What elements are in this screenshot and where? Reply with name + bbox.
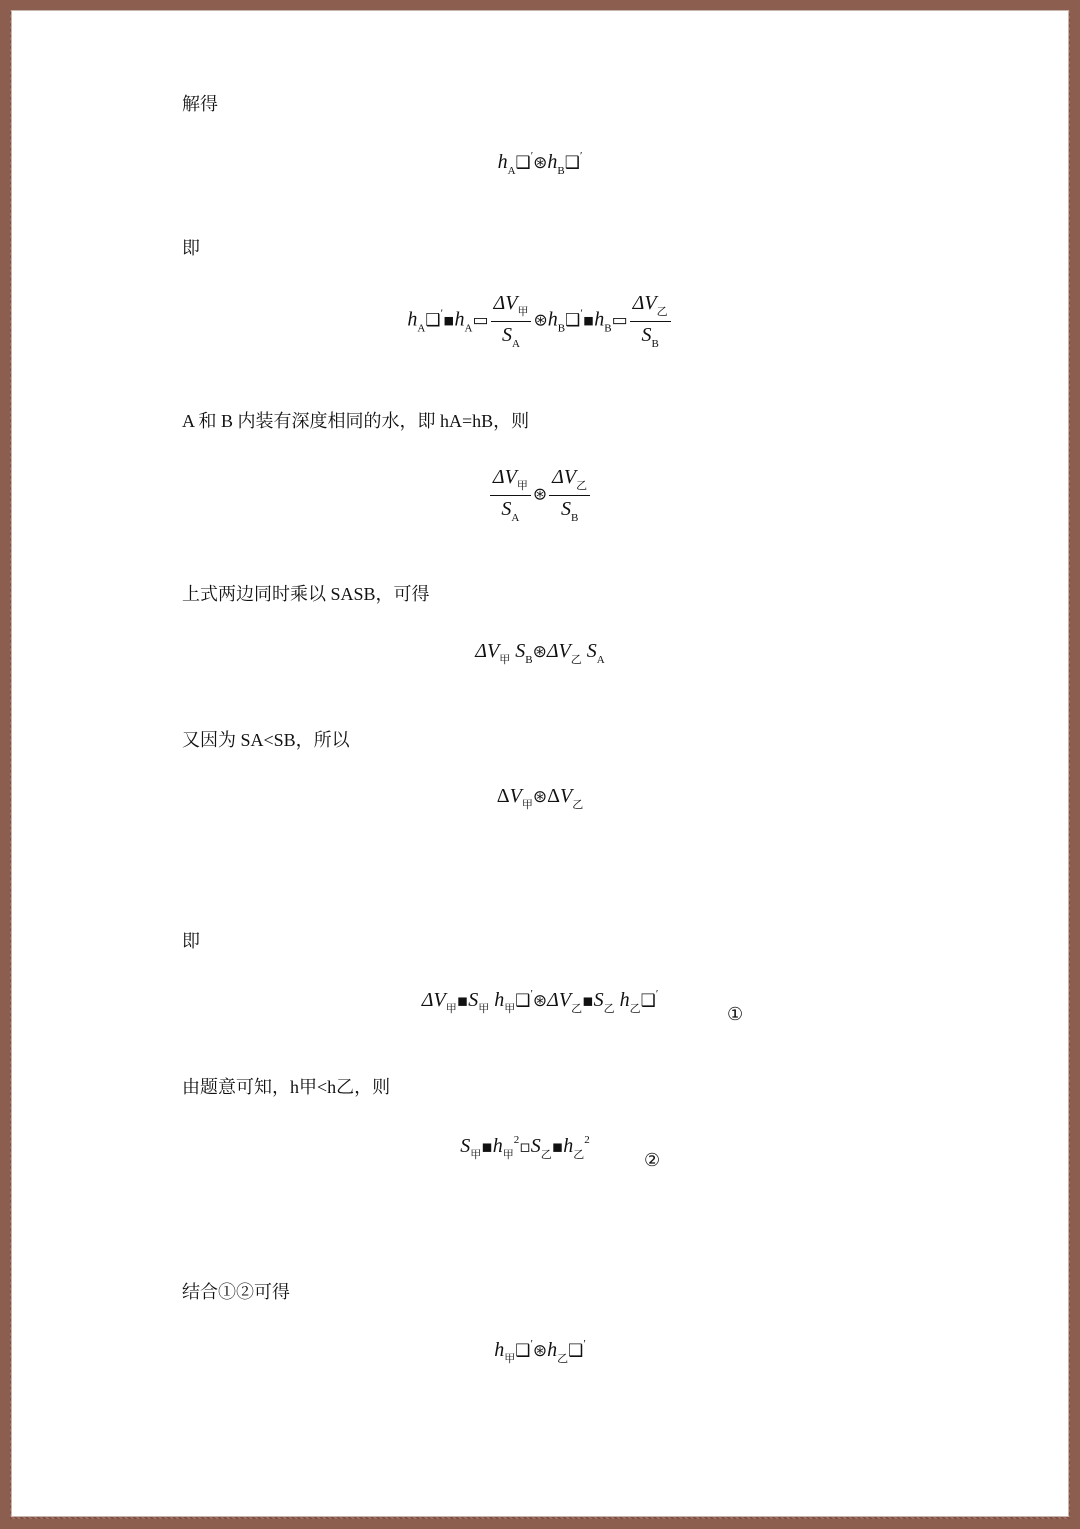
text-ji-1: 即 (182, 238, 200, 258)
equation-3: $\frac{\Delta V_甲}{S_A}$ ⊛ $\frac{\Delta V_乙}{S_B}$ (0, 466, 1080, 524)
equation-6: $\Delta V_甲▪S_甲$ $h_甲❑'⊛\Delta V_乙▪S_乙$ $h_乙❑'$ (421, 988, 659, 1015)
marker-2: ② (644, 1150, 661, 1170)
equation-8: $h_甲❑'⊛h_乙❑'$ (494, 1338, 586, 1365)
text-ji-2: 即 (182, 931, 200, 951)
text-multiply: 上式两边同时乘以 SASB，可得 (182, 584, 430, 604)
text-given: 由题意可知，h甲<h乙，则 (182, 1077, 391, 1097)
equation-4: $\Delta V_甲$ $S_B⊛\Delta V_乙$ $S_A$ (475, 640, 605, 666)
text-solve: 解得 (182, 94, 218, 114)
marker-1: ① (727, 1004, 744, 1024)
text-because: 又因为 SA<SB，所以 (182, 730, 350, 750)
text-equal-depth: A 和 B 内装有深度相同的水，即 hA=hB，则 (182, 411, 530, 431)
equation-7: $S_甲▪h_甲^2▫S_乙▪h_乙^2$ (460, 1134, 590, 1161)
equation-5: $\Delta V_甲⊛\Delta V_乙$ (496, 785, 584, 811)
document-page (11, 10, 1069, 1517)
equation-1: $h_A❑'⊛h_B❑'$ (497, 150, 583, 177)
text-combine: 结合①②可得 (182, 1282, 290, 1302)
equation-2: $h_A❑'▪h_A▭$ $\frac{\Delta V_甲}{S_A}$ $⊛h_B❑'▪h_B▭$ $\frac{\Delta V_乙}{S_B}$ (0, 292, 1080, 350)
